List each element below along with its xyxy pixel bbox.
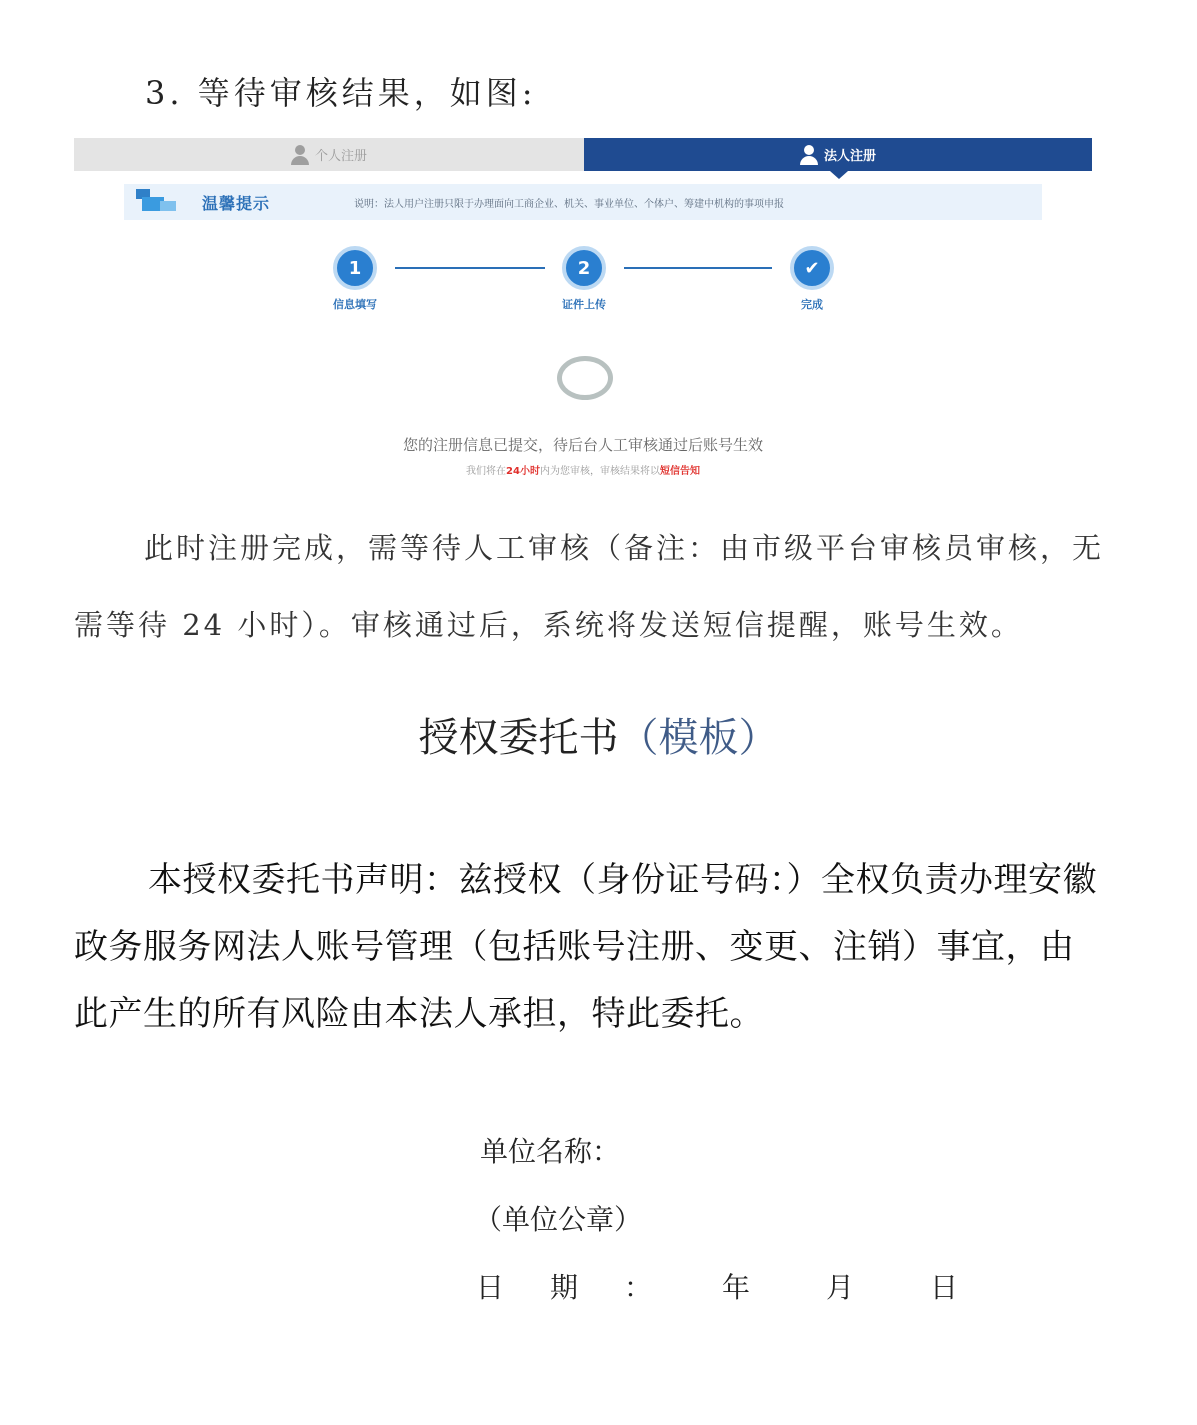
tab-label: 个人注册 [314, 149, 367, 164]
step-info-fill [310, 246, 400, 312]
note-paragraph: 此时注册完成，需等待人工审核（备注：由市级平台审核员审核，无需等待 24 小时）。审核通过后，系统将发送短信提醒，账号生效。 [74, 531, 1105, 642]
loading-ring-icon [557, 356, 613, 400]
date-label: 日期： [476, 1271, 699, 1304]
step-connector [624, 267, 772, 269]
tab-legal-registration[interactable] [584, 138, 1092, 171]
step-number: 1 [333, 246, 377, 290]
day-label: 日 [930, 1271, 959, 1304]
step-connector [395, 267, 545, 269]
unit-seal-label: （单位公章） [474, 1203, 643, 1236]
year-label: 年 [722, 1271, 751, 1304]
tip-title: 温馨提示 [202, 194, 271, 213]
tab-label: 法人注册 [823, 149, 876, 164]
unit-name-label: 单位名称： [480, 1135, 621, 1168]
title-paren-open: （ [618, 715, 659, 761]
declaration-paragraph: 本授权委托书声明：兹授权（身份证号码：）全权负责办理安徽政务服务网法人账号管理（包括账号注册、变更、注销）事宜，由此产生的所有风险由本法人承担，特此委托。 [74, 860, 1097, 1034]
step-label: 完成 [801, 298, 823, 311]
document-title [0, 706, 1197, 763]
step-label: 证件上传 [562, 298, 606, 311]
tip-logo-icon [136, 189, 180, 215]
status-message: 您的注册信息已提交，待后台人工审核通过后账号生效 [402, 436, 763, 454]
title-main: 授权委托书 [418, 715, 619, 761]
status-sms: 短信告知 [659, 466, 700, 477]
status-sub-text: 我们将在 [466, 466, 507, 477]
checkmark-icon: ✔ [790, 246, 834, 290]
legal-person-icon [800, 145, 818, 165]
title-template: 模板 [658, 715, 739, 761]
status-submessage [74, 462, 1092, 477]
step-upload [539, 246, 629, 312]
registration-tabs [74, 138, 1092, 171]
progress-steps [74, 246, 1092, 316]
tip-text: 说明：法人用户注册只限于办理面向工商企业、机关、事业单位、个体户、筹建中机构的事项申报 [354, 199, 784, 210]
person-icon [291, 145, 309, 165]
step-number: 2 [562, 246, 606, 290]
month-label: 月 [826, 1271, 855, 1304]
status-hours: 24小时 [506, 466, 540, 477]
step-label: 信息填写 [333, 298, 377, 311]
tab-personal-registration[interactable] [74, 138, 584, 171]
registration-screenshot [74, 138, 1092, 488]
title-paren-close: ） [738, 715, 779, 761]
tip-bar [124, 184, 1042, 220]
step-heading: 3. 等待审核结果，如图: [145, 74, 537, 112]
step-complete [767, 246, 857, 312]
status-sub-text: 内为您审核，审核结果将以 [539, 466, 660, 477]
